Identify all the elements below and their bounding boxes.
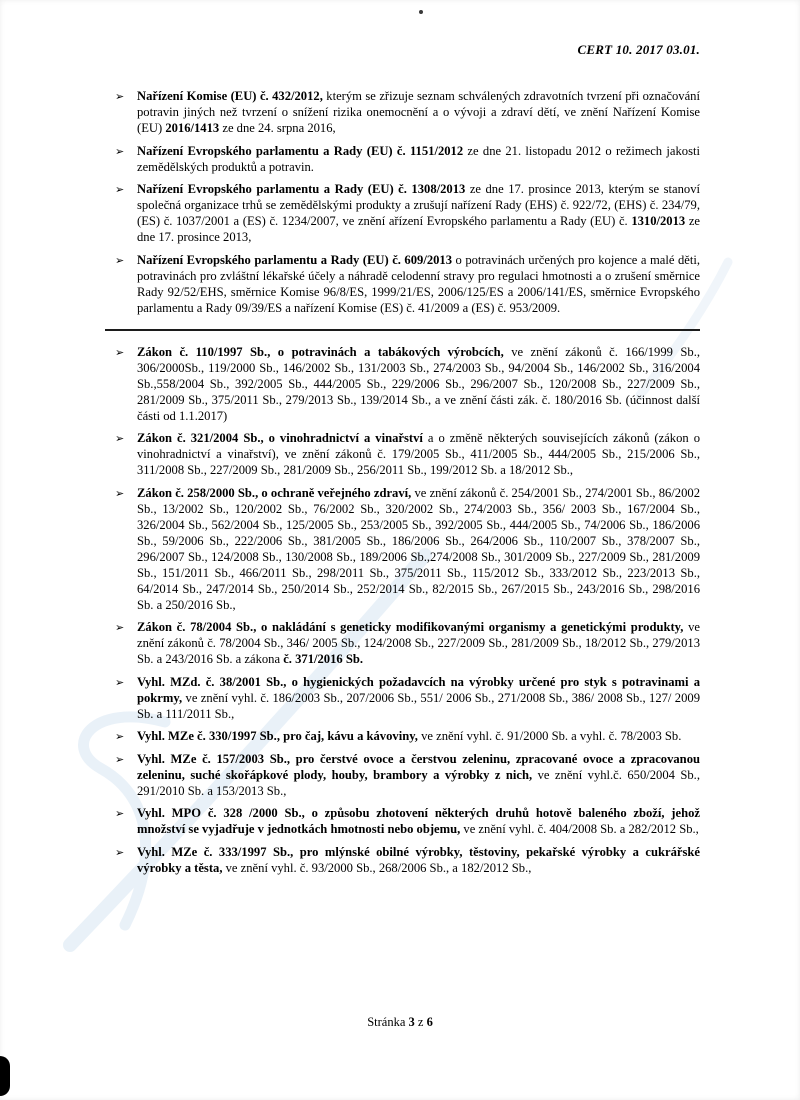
list-item-text: Nařízení Evropského parlamentu a Rady (EU) č. 609/2013 o potravinách určených pro kojence a malé děti, potravinách pro zvláštní lékařské účely a náhradě celodenní stravy pro regulaci hmotnosti a o zrušení směrnice Rady 92/52/EHS, směrnice Komise 96/8/ES, 1999/21/ES, 2006/125/ES a 2006/141/ES, směrnice Evropského parlamentu a Rady 09/39/ES a nařízení Komise (ES) č. 41/2009 a (ES) č. 953/2009. (137, 252, 700, 315)
arrow-bullet-icon: ➢ (115, 676, 125, 689)
list-item (115, 619, 700, 667)
arrow-bullet-icon: ➢ (115, 433, 125, 445)
document-content (115, 88, 700, 882)
arrow-bullet-icon: ➢ (115, 487, 125, 500)
list-item-text: Vyhl. MZe č. 330/1997 Sb., pro čaj, kávu a kávoviny, ve znění vyhl. č. 91/2000 Sb. a vyhl. č. 78/2003 Sb. (137, 729, 682, 743)
arrow-bullet-icon: ➢ (115, 346, 125, 359)
list-item-text: Zákon č. 78/2004 Sb., o nakládání s geneticky modifikovanými organismy a genetickými produkty, ve znění zákonů č. 78/2004 Sb., 346/ 2005 Sb., 124/2008 Sb., 227/2009 Sb., 281/2009 Sb., 18/2012 Sb., 279/2013 Sb. a 243/2016 Sb. a zákona č. 371/2016 Sb. (137, 620, 700, 666)
list-item (115, 143, 700, 175)
arrow-bullet-icon: ➢ (115, 254, 125, 267)
arrow-bullet-icon: ➢ (115, 184, 125, 196)
list-item-text: Vyhl. MPO č. 328 /2000 Sb., o způsobu zhotovení některých druhů hotově baleného zboží, jehož množství se vyjadřuje v jednotkách hmotnosti nebo objemu, ve znění vyhl. č. 404/2008 Sb. a 282/2012 Sb., (137, 806, 700, 836)
list-item-text: Vyhl. MZd. č. 38/2001 Sb., o hygienických požadavcích na výrobky určené pro styk s potravinami a pokrmy, ve znění vyhl. č. 186/2003 Sb., 207/2006 Sb., 551/ 2006 Sb., 271/2008 Sb., 386/ 2008 Sb., 127/ 2009 Sb. a 111/2011 Sb., (137, 674, 700, 721)
list-item (115, 728, 700, 744)
arrow-bullet-icon: ➢ (115, 91, 125, 103)
list-item-text: Zákon č. 258/2000 Sb., o ochraně veřejného zdraví, ve znění zákonů č. 254/2001 Sb., 274/2001 Sb., 86/2002 Sb., 13/2002 Sb., 120/2002 Sb., 76/2002 Sb., 320/2002 Sb., 274/2003 Sb., 356/ 2003 Sb., 167/2004 Sb., 326/2004 Sb., 562/2004 Sb., 125/2005 Sb., 253/2005 Sb., 392/2005 Sb., 444/2005 Sb., 74/2006 Sb., 186/2006 Sb., 59/2006 Sb., 222/2006 Sb., 381/2005 Sb., 186/2006 Sb., 264/2006 Sb., 110/2007 Sb., 378/2007 Sb., 296/2007 Sb., 124/2008 Sb., 130/2008 Sb., 189/2006 Sb.,274/2008 Sb., 301/2009 Sb., 227/2009 Sb., 281/2009 Sb., 151/2011 Sb., 466/2011 Sb., 298/2011 Sb., 375/2011 Sb., 115/2012 Sb., 333/2012 Sb., 223/2013 Sb., 64/2014 Sb., 247/2014 Sb., 250/2014 Sb., 252/2014 Sb., 82/2015 Sb., 267/2015 Sb., 243/2016 Sb., 298/2016 Sb. a 250/2016 Sb., (137, 485, 700, 612)
list-item (115, 751, 700, 799)
list-item-text: Zákon č. 321/2004 Sb., o vinohradnictví a vinařství a o změně některých souvisejících zákonů (zákon o vinohradnictví a vinařství), ve znění zákonů č. 179/2005 Sb., 411/2005 Sb., 444/2005 Sb., 215/2006 Sb., 311/2008 Sb., 227/2009 Sb., 281/2009 Sb., 256/2011 Sb., 199/2012 Sb. a 18/2012 Sb., (137, 431, 700, 477)
list-item (115, 674, 700, 722)
list-item (115, 181, 700, 245)
list-item-text: Zákon č. 110/1997 Sb., o potravinách a tabákových výrobcích, ve znění zákonů č. 166/1999 Sb., 306/2000Sb., 119/2000 Sb., 146/2002 Sb., 131/2003 Sb., 274/2003 Sb., 94/2004 Sb., 146/2002 Sb., 316/2004 Sb.,558/2004 Sb., 392/2005 Sb., 444/2005 Sb., 229/2006 Sb., 296/2007 Sb., 120/2008 Sb., 227/2009 Sb., 281/2009 Sb., 375/2011 Sb., 279/2013 Sb., 139/2014 Sb., a ve znění části zák. č. 180/2016 Sb. (účinnost další části od 1.1.2017) (137, 344, 700, 423)
page-footer: Stránka 3 z 6 (367, 1015, 433, 1029)
list-item-text: Vyhl. MZe č. 157/2003 Sb., pro čerstvé ovoce a čerstvou zeleninu, zpracované ovoce a zpracovanou zeleninu, suché skořápkové plody, houby, brambory a výrobky z nich, ve znění vyhl.č. 650/2004 Sb., 291/2010 Sb. a 153/2013 Sb., (137, 751, 700, 798)
section-divider (105, 329, 700, 331)
regulation-list-eu (115, 88, 700, 316)
arrow-bullet-icon: ➢ (115, 731, 125, 743)
arrow-bullet-icon: ➢ (115, 145, 125, 158)
list-item-text: Nařízení Evropského parlamentu a Rady (EU) č. 1308/2013 ze dne 17. prosince 2013, kterým se stanoví společná organizace trhů se zemědělskými produkty a zrušují nařízení Rady (EHS) č. 922/72, (EHS) č. 234/79, (ES) č. 1037/2001 a (ES) č. 1234/2007, ve znění ařízení Evropského parlamentu a Rady (EU) č. 1310/2013 ze dne 17. prosince 2013, (137, 182, 700, 244)
list-item-text: Nařízení Evropského parlamentu a Rady (EU) č. 1151/2012 ze dne 21. listopadu 2012 o režimech jakosti zemědělských produktů a potravin. (137, 143, 700, 174)
page-header-reference: CERT 10. 2017 03.01. (577, 42, 700, 57)
list-item (115, 88, 700, 136)
arrow-bullet-icon: ➢ (115, 808, 125, 820)
list-item (115, 844, 700, 876)
arrow-bullet-icon: ➢ (115, 846, 125, 859)
list-item (115, 252, 700, 316)
list-item-text: Nařízení Komise (EU) č. 432/2012, kterým se zřizuje seznam schválených zdravotních tvrzení při označování potravin jiných než tvrzení o snížení rizika onemocnění a o vývoji a zdraví dětí, ve znění Nařízení Komise (EU) 2016/1413 ze dne 24. srpna 2016, (137, 89, 700, 135)
arrow-bullet-icon: ➢ (115, 753, 125, 766)
list-item (115, 485, 700, 613)
list-item (115, 430, 700, 478)
arrow-bullet-icon: ➢ (115, 622, 125, 634)
list-item-text: Vyhl. MZe č. 333/1997 Sb., pro mlýnské obilné výrobky, těstoviny, pekařské výrobky a cukrářské výrobky a těsta, ve znění vyhl. č. 93/2000 Sb., 268/2006 Sb., a 182/2012 Sb., (137, 844, 700, 875)
list-item (115, 344, 700, 424)
list-item (115, 805, 700, 837)
scan-artifact-blob (0, 1056, 10, 1096)
regulation-list-national (115, 344, 700, 876)
scan-artifact-dot (419, 10, 423, 14)
